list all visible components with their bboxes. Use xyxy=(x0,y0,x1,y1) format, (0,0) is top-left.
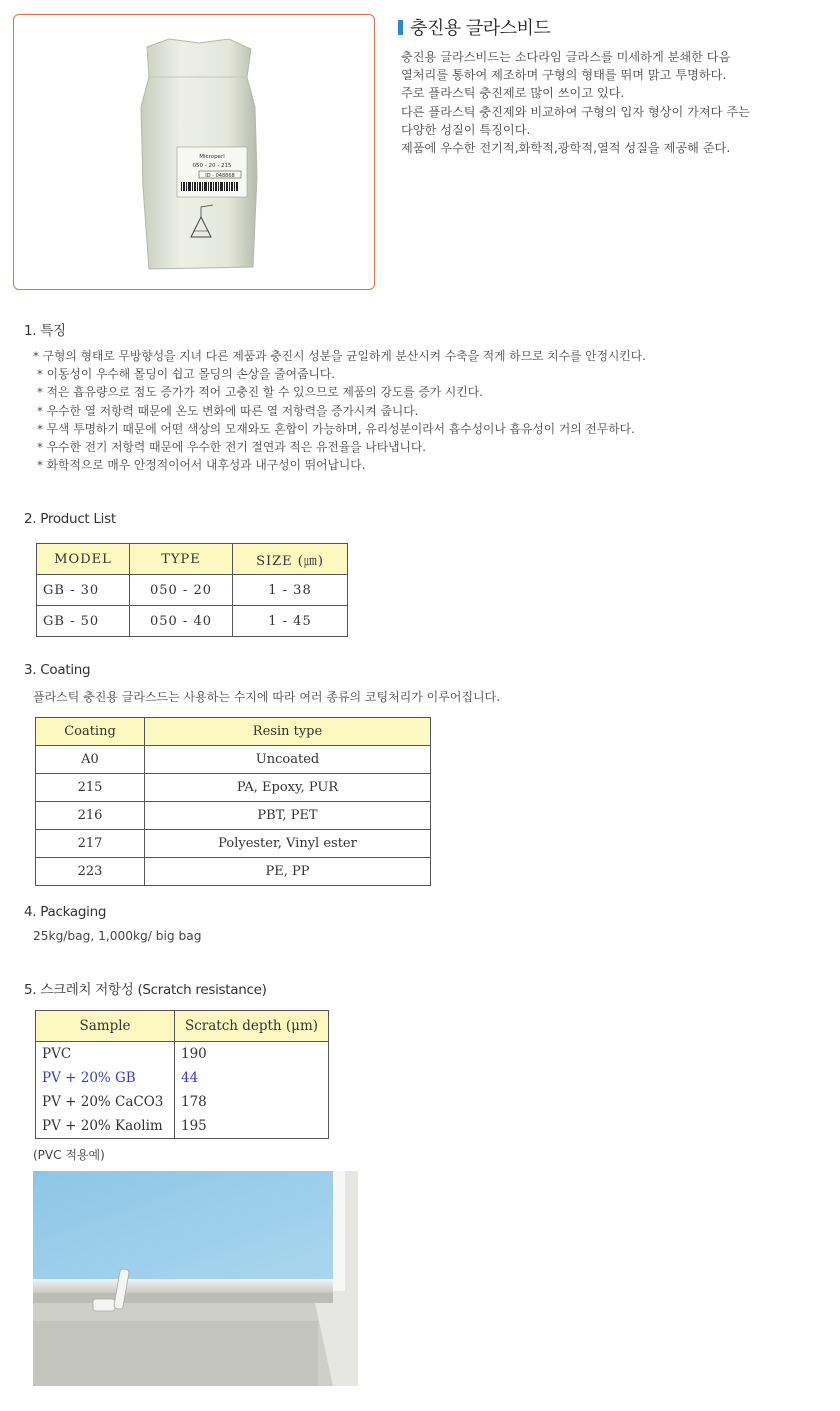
table-row xyxy=(36,746,431,774)
scratch-heading: 5. 스크레치 저항성 (Scratch resistance) xyxy=(24,982,267,998)
coating-table xyxy=(35,717,431,886)
table-row xyxy=(37,606,348,637)
title-accent-bar xyxy=(398,20,403,35)
product-image-frame xyxy=(13,14,375,290)
table-cell: A0 xyxy=(36,746,145,774)
pvc-window-photo xyxy=(33,1171,358,1386)
header-cell: Coating xyxy=(36,718,145,746)
pvc-example-caption: (PVC 적용예) xyxy=(33,1148,105,1162)
table-row xyxy=(36,802,431,830)
product-list-table xyxy=(36,543,348,637)
header-cell: MODEL xyxy=(37,544,130,575)
table-cell: 1 - 38 xyxy=(233,575,348,606)
page-title: 충진용 글라스비드 xyxy=(410,18,551,39)
feature-item: * 화학적으로 매우 안정적이어서 내후성과 내구성이 뛰어납니다. xyxy=(37,458,366,473)
intro-paragraph xyxy=(401,48,750,157)
table-cell: PA, Epoxy, PUR xyxy=(145,774,431,802)
bag-label-text: Microperl xyxy=(199,154,225,160)
table-cell: 050 - 40 xyxy=(130,606,233,637)
table-cell: PBT, PET xyxy=(145,802,431,830)
table-cell: PV + 20% Kaolim xyxy=(36,1114,175,1139)
table-cell: Polyester, Vinyl ester xyxy=(145,830,431,858)
table-cell: PE, PP xyxy=(145,858,431,886)
features-list xyxy=(33,347,646,474)
feature-item: * 구형의 형태로 무방향성을 지녀 다른 제품과 충진시 성분을 균일하게 분산시켜 수축을 적게 하므로 치수를 안정시킨다. xyxy=(33,349,646,363)
bag-label-text: ID - 048868 xyxy=(205,173,235,179)
header-cell: Scratch depth (μm) xyxy=(175,1011,329,1042)
feature-item: * 무색 투명하기 때문에 어떤 색상의 모재와도 혼합이 가능하며, 유리성분이라서 흡수성이나 흡유성이 거의 전무하다. xyxy=(37,421,635,436)
table-cell: 216 xyxy=(36,802,145,830)
product-list-heading: 2. Product List xyxy=(24,511,116,527)
table-header-row xyxy=(37,544,348,575)
table-row xyxy=(36,1042,329,1067)
intro-line: 다른 플라스틱 충진제와 비교하여 구형의 입자 형상이 가져다 주는 xyxy=(401,104,750,119)
table-cell: PVC xyxy=(36,1042,175,1067)
features-heading: 1. 특징 xyxy=(24,323,66,339)
table-row xyxy=(36,1114,329,1139)
table-cell: 178 xyxy=(175,1090,329,1114)
table-cell: 195 xyxy=(175,1114,329,1139)
table-row xyxy=(36,1090,329,1114)
table-cell: 050 - 20 xyxy=(130,575,233,606)
table-cell: 1 - 45 xyxy=(233,606,348,637)
feature-item: * 적은 흡유량으로 점도 증가가 적어 고충진 할 수 있으므로 제품의 강도를 증가 시킨다. xyxy=(37,385,483,400)
table-cell-highlight: 44 xyxy=(175,1066,329,1090)
bag-label-text: 050 - 20 - 215 xyxy=(192,163,232,169)
header-cell: SIZE (㎛) xyxy=(233,544,348,575)
intro-line: 주로 플라스틱 충진제로 많이 쓰이고 있다. xyxy=(401,86,625,101)
table-cell-highlight: PV + 20% GB xyxy=(36,1066,175,1090)
intro-line: 충진용 글라스비드는 소다라임 글라스를 미세하게 분쇄한 다음 xyxy=(401,50,731,64)
table-cell: Uncoated xyxy=(145,746,431,774)
header-cell: TYPE xyxy=(130,544,233,575)
packaging-text: 25kg/bag, 1,000kg/ big bag xyxy=(33,929,202,943)
table-header-row xyxy=(36,1011,329,1042)
intro-line: 열처리를 통하여 제조하며 구형의 형태를 뛰며 맑고 투명하다. xyxy=(401,68,727,83)
table-cell: 217 xyxy=(36,830,145,858)
table-cell: PV + 20% CaCO3 xyxy=(36,1090,175,1114)
packaging-heading: 4. Packaging xyxy=(24,904,107,920)
table-row xyxy=(36,774,431,802)
table-row xyxy=(36,830,431,858)
table-cell: 215 xyxy=(36,774,145,802)
table-cell: 190 xyxy=(175,1042,329,1067)
header-cell: Resin type xyxy=(145,718,431,746)
glass-bead-bag-image xyxy=(129,37,269,273)
coating-heading: 3. Coating xyxy=(24,662,91,678)
table-row xyxy=(37,575,348,606)
header-cell: Sample xyxy=(36,1011,175,1042)
feature-item: * 우수한 열 저항력 때문에 온도 변화에 따른 열 저항력을 증가시켜 줍니다. xyxy=(37,403,419,418)
table-row xyxy=(36,858,431,886)
feature-item: * 이동성이 우수해 몰딩이 쉽고 몰딩의 손상을 줄여줍니다. xyxy=(37,367,336,382)
table-cell: GB - 30 xyxy=(37,575,130,606)
table-header-row xyxy=(36,718,431,746)
coating-note: 플라스틱 충진용 글라스드는 사용하는 수지에 따라 여러 종류의 코팅처리가 이루어집니다. xyxy=(33,690,501,704)
table-cell: 223 xyxy=(36,858,145,886)
table-cell: GB - 50 xyxy=(37,606,130,637)
scratch-table xyxy=(35,1010,329,1139)
feature-item: * 우수한 전기 저항력 때문에 우수한 전기 절연과 적은 유전율을 나타냅니다. xyxy=(37,440,427,455)
intro-line: 다양한 성질이 특징이다. xyxy=(401,122,531,137)
table-row xyxy=(36,1066,329,1090)
intro-line: 제품에 우수한 전기적,화학적,광학적,열적 성질을 제공해 준다. xyxy=(401,141,731,156)
